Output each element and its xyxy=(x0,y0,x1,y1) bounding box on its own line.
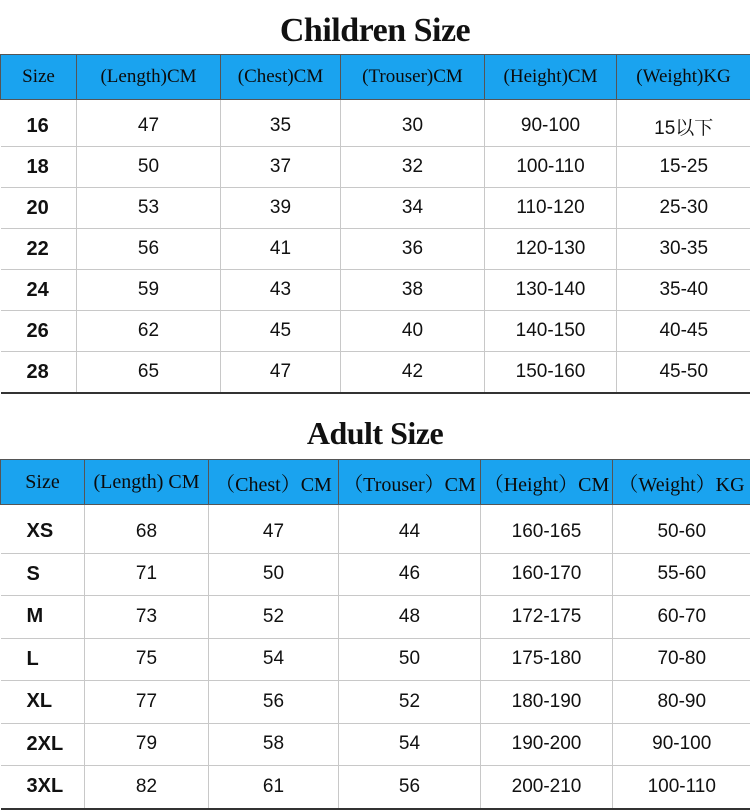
table-row xyxy=(1,638,750,681)
size-cell: 16 xyxy=(1,100,77,147)
size-cell: M xyxy=(1,596,85,639)
size-cell: XL xyxy=(1,681,85,724)
chest-cell: 43 xyxy=(221,270,341,311)
table-row xyxy=(1,147,750,188)
weight-cell: 100-110 xyxy=(613,766,750,809)
height-cell: 175-180 xyxy=(481,638,613,681)
weight-cell: 30-35 xyxy=(617,229,750,270)
size-cell: L xyxy=(1,638,85,681)
adult-size-table xyxy=(0,459,750,810)
children-header-weight: (Weight)KG xyxy=(617,55,750,100)
height-cell: 110-120 xyxy=(485,188,617,229)
table-row xyxy=(1,723,750,766)
weight-cell: 80-90 xyxy=(613,681,750,724)
chest-cell: 35 xyxy=(221,100,341,147)
children-size-title: Children Size xyxy=(0,12,750,50)
size-cell: 20 xyxy=(1,188,77,229)
adult-header-length: (Length) CM xyxy=(85,460,209,505)
size-cell: 2XL xyxy=(1,723,85,766)
length-cell: 82 xyxy=(85,766,209,809)
table-row xyxy=(1,229,750,270)
length-cell: 50 xyxy=(77,147,221,188)
weight-cell: 15以下 xyxy=(617,100,750,147)
size-cell: 26 xyxy=(1,311,77,352)
trouser-cell: 40 xyxy=(341,311,485,352)
height-cell: 120-130 xyxy=(485,229,617,270)
trouser-cell: 52 xyxy=(339,681,481,724)
trouser-cell: 46 xyxy=(339,553,481,596)
trouser-cell: 30 xyxy=(341,100,485,147)
length-cell: 77 xyxy=(85,681,209,724)
trouser-cell: 42 xyxy=(341,352,485,394)
chest-cell: 41 xyxy=(221,229,341,270)
height-cell: 90-100 xyxy=(485,100,617,147)
trouser-cell: 34 xyxy=(341,188,485,229)
weight-cell: 90-100 xyxy=(613,723,750,766)
children-header-length: (Length)CM xyxy=(77,55,221,100)
chest-cell: 39 xyxy=(221,188,341,229)
adult-header-row xyxy=(1,460,750,505)
adult-header-trouser: （Trouser）CM xyxy=(339,460,481,505)
trouser-cell: 54 xyxy=(339,723,481,766)
table-row xyxy=(1,505,750,554)
adult-header-height: （Height）CM xyxy=(481,460,613,505)
weight-cell: 25-30 xyxy=(617,188,750,229)
table-row xyxy=(1,352,750,394)
size-cell: 24 xyxy=(1,270,77,311)
size-cell: S xyxy=(1,553,85,596)
chest-cell: 54 xyxy=(209,638,339,681)
adult-header-size: Size xyxy=(1,460,85,505)
weight-cell: 35-40 xyxy=(617,270,750,311)
weight-cell: 45-50 xyxy=(617,352,750,394)
length-cell: 59 xyxy=(77,270,221,311)
table-row xyxy=(1,596,750,639)
children-size-table xyxy=(0,54,750,394)
length-cell: 65 xyxy=(77,352,221,394)
table-row xyxy=(1,681,750,724)
chest-cell: 47 xyxy=(209,505,339,554)
children-header-size: Size xyxy=(1,55,77,100)
weight-cell: 70-80 xyxy=(613,638,750,681)
height-cell: 100-110 xyxy=(485,147,617,188)
size-cell: 22 xyxy=(1,229,77,270)
table-row xyxy=(1,553,750,596)
height-cell: 200-210 xyxy=(481,766,613,809)
weight-cell: 55-60 xyxy=(613,553,750,596)
length-cell: 47 xyxy=(77,100,221,147)
table-row xyxy=(1,188,750,229)
adult-size-title: Adult Size xyxy=(0,415,750,452)
height-cell: 140-150 xyxy=(485,311,617,352)
trouser-cell: 56 xyxy=(339,766,481,809)
height-cell: 150-160 xyxy=(485,352,617,394)
trouser-cell: 32 xyxy=(341,147,485,188)
children-header-trouser: (Trouser)CM xyxy=(341,55,485,100)
chest-cell: 58 xyxy=(209,723,339,766)
height-cell: 160-170 xyxy=(481,553,613,596)
length-cell: 56 xyxy=(77,229,221,270)
children-header-height: (Height)CM xyxy=(485,55,617,100)
length-cell: 53 xyxy=(77,188,221,229)
chest-cell: 50 xyxy=(209,553,339,596)
size-cell: 28 xyxy=(1,352,77,394)
size-cell: 18 xyxy=(1,147,77,188)
chest-cell: 47 xyxy=(221,352,341,394)
length-cell: 71 xyxy=(85,553,209,596)
height-cell: 190-200 xyxy=(481,723,613,766)
weight-cell: 50-60 xyxy=(613,505,750,554)
trouser-cell: 48 xyxy=(339,596,481,639)
table-row xyxy=(1,100,750,147)
children-header-chest: (Chest)CM xyxy=(221,55,341,100)
table-row xyxy=(1,766,750,809)
children-header-row xyxy=(1,55,750,100)
size-cell: 3XL xyxy=(1,766,85,809)
size-cell: XS xyxy=(1,505,85,554)
trouser-cell: 50 xyxy=(339,638,481,681)
length-cell: 62 xyxy=(77,311,221,352)
chest-cell: 37 xyxy=(221,147,341,188)
length-cell: 75 xyxy=(85,638,209,681)
length-cell: 68 xyxy=(85,505,209,554)
chest-cell: 61 xyxy=(209,766,339,809)
table-row xyxy=(1,270,750,311)
trouser-cell: 44 xyxy=(339,505,481,554)
height-cell: 180-190 xyxy=(481,681,613,724)
chest-cell: 45 xyxy=(221,311,341,352)
adult-header-weight: （Weight）KG xyxy=(613,460,750,505)
weight-cell: 40-45 xyxy=(617,311,750,352)
height-cell: 160-165 xyxy=(481,505,613,554)
trouser-cell: 38 xyxy=(341,270,485,311)
weight-cell: 60-70 xyxy=(613,596,750,639)
height-cell: 172-175 xyxy=(481,596,613,639)
height-cell: 130-140 xyxy=(485,270,617,311)
chest-cell: 56 xyxy=(209,681,339,724)
length-cell: 79 xyxy=(85,723,209,766)
length-cell: 73 xyxy=(85,596,209,639)
chest-cell: 52 xyxy=(209,596,339,639)
weight-cell: 15-25 xyxy=(617,147,750,188)
trouser-cell: 36 xyxy=(341,229,485,270)
table-row xyxy=(1,311,750,352)
adult-header-chest: （Chest）CM xyxy=(209,460,339,505)
